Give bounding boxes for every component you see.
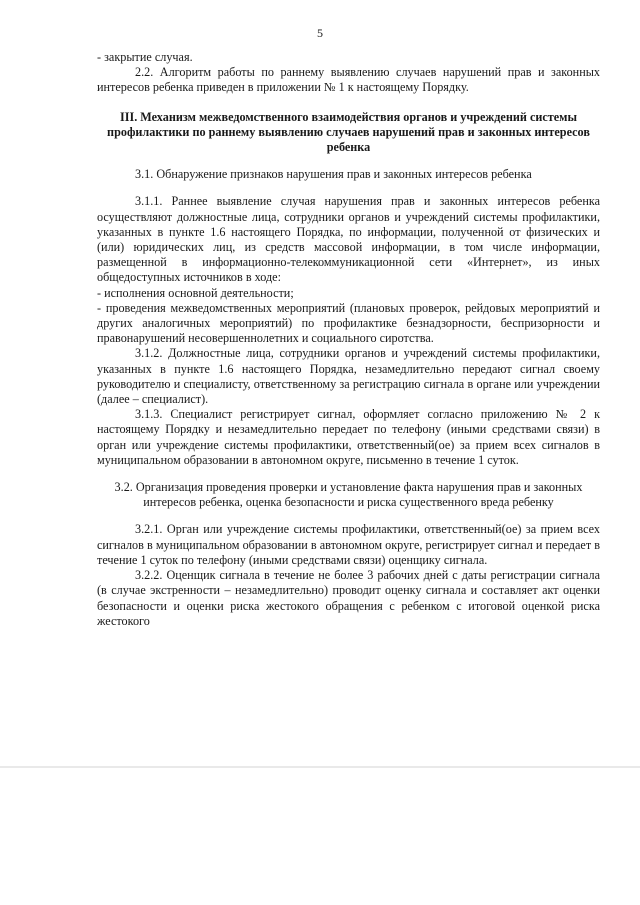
document-body (97, 50, 600, 629)
paragraph: 3.1.2. Должностные лица, сотрудники органов и учреждений системы профилактики, указанных в пункте 1.6 настоящего Порядка, незамедлительно передают сигнал своему руководителю и специалисту, ответственному за регистрацию сигнала в органе или учреждении (далее – специалист). (97, 346, 600, 407)
subsection-heading: 3.2. Организация проведения проверки и установление факта нарушения прав и законных интересов ребенка, оценка безопасности и риска существенного вреда ребенку (114, 480, 583, 510)
paragraph: 3.1. Обнаружение признаков нарушения прав и законных интересов ребенка (135, 167, 532, 182)
paragraph: 3.1.3. Специалист регистрирует сигнал, оформляет согласно приложению № 2 к настоящему Порядку и незамедлительно передает по телефону (иными средствами связи) в орган или учреждение системы профилактики, ответственный(ое) за прием всех сигналов в муниципальном образовании в автономном округе, письменно в течение 1 суток. (97, 407, 600, 467)
paragraph: 3.2.1. Орган или учреждение системы профилактики, ответственный(ое) за прием всех сигналов в муниципальном образовании в автономном округе, регистрирует сигнал и передает в течение 1 суток по телефону (иными средствами связи) оценщику сигнала. (97, 522, 600, 567)
paragraph: - проведения межведомственных мероприятий (плановых проверок, рейдовых мероприятий и других аналогичных мероприятий) по профилактике безнадзорности, беспризорности и правонарушений несовершеннолетних и социального сиротства. (97, 300, 600, 346)
paragraph: 2.2. Алгоритм работы по раннему выявлению случаев нарушений прав и законных интересов ребенка приведен в приложении № 1 к настоящему Порядку. (97, 65, 600, 95)
section-heading: III. Механизм межведомственного взаимодействия органов и учреждений системы профилактики по раннему выявлению случаев нарушений прав и законных интересов ребенка (107, 109, 590, 155)
paragraph: - исполнения основной деятельности; (97, 285, 294, 300)
paragraph: 3.2.2. Оценщик сигнала в течение не более 3 рабочих дней с даты регистрации сигнала (в случае экстренности – незамедлительно) проводит оценку сигнала и составляет акт оценки безопасности и оценки риска жестокого обращения с ребенком с итоговой оценкой риска жестокого (97, 568, 600, 628)
page-number: 5 (317, 26, 323, 40)
blank-area (0, 768, 640, 905)
paragraph: - закрытие случая. (97, 50, 193, 64)
paragraph: 3.1.1. Раннее выявление случая нарушения прав и законных интересов ребенка осуществляют должностные лица, сотрудники органов и учреждений системы профилактики, указанных в пункте 1.6 настоящего Порядка, по информации, полученной от физических и (или) юридических лиц, из средств массовой информации, в том числе информации, размещенной в информационно-телекоммуникационной сети «Интернет», из иных общедоступных источников в ходе: (97, 194, 600, 285)
